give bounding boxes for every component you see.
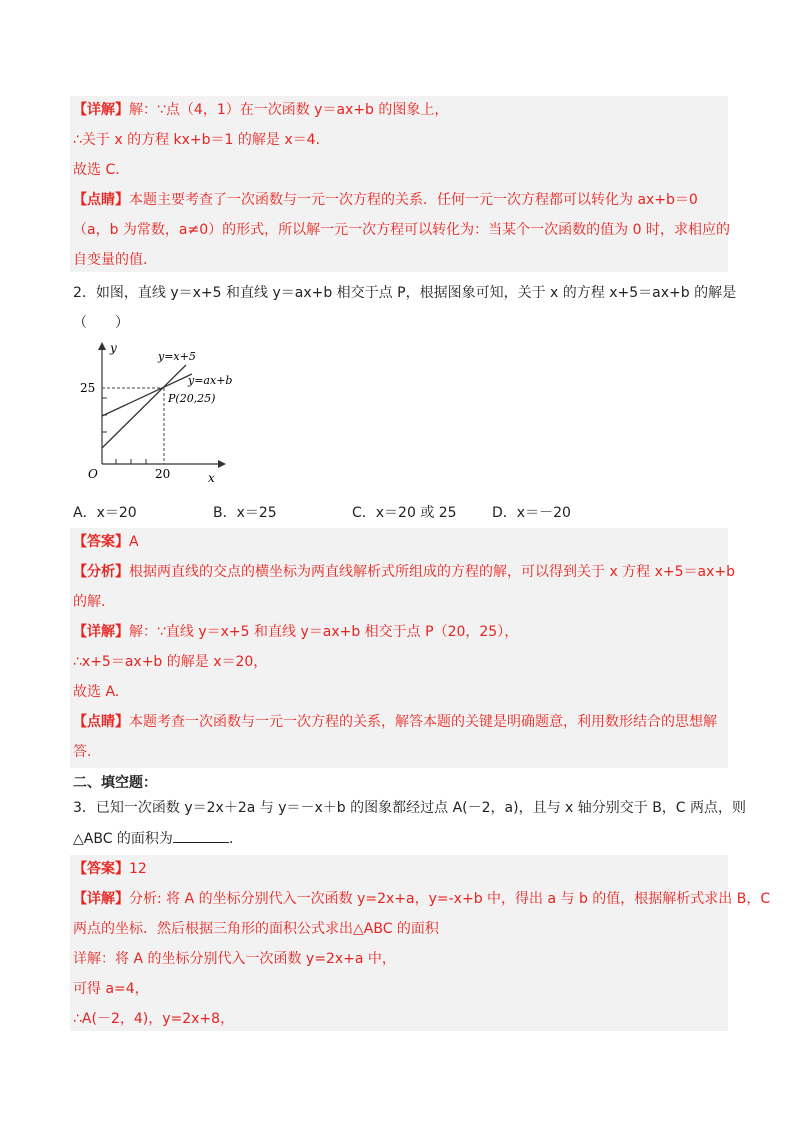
- comment-line: [73, 712, 717, 732]
- answer-tag: 【答案】: [73, 534, 129, 550]
- point-label: P(20,25): [168, 392, 216, 405]
- detail-line-2: ∴x+5＝ax+b 的解是 x＝20，: [73, 654, 268, 670]
- answer-line: [73, 859, 147, 879]
- question-3-stem-2: [73, 828, 233, 849]
- answer-text: 12: [129, 861, 147, 877]
- comment-tag: 【点睛】: [73, 714, 129, 730]
- detail-line-4: 可得 a=4，: [73, 981, 149, 997]
- comment-line-3: 自变量的值.: [73, 252, 148, 268]
- analysis-tag: 【分析】: [73, 564, 129, 580]
- solution-box-1: [70, 96, 728, 272]
- detail-line: [73, 100, 448, 120]
- detail-text: 解：∵点（4，1）在一次函数 y＝ax+b 的图象上，: [129, 102, 449, 118]
- choice-d: D．x＝－20: [492, 505, 571, 521]
- question-3-stem: 3．已知一次函数 y＝2x＋2a 与 y＝－x＋b 的图象都经过点 A(－2，a)，且与 x 轴分别交于 B，C 两点，则: [73, 800, 747, 816]
- answer-text: A: [129, 534, 139, 550]
- comment-line-2: 答.: [73, 744, 92, 760]
- detail-tag: 【详解】: [73, 102, 129, 118]
- line2-label: y=ax+b: [188, 374, 233, 387]
- detail-line: [73, 889, 770, 909]
- x-axis-label: x: [208, 471, 215, 485]
- detail-line: [73, 622, 518, 642]
- analysis-text: 根据两直线的交点的横坐标为两直线解析式所组成的方程的解，可以得到关于 x 方程 x+5＝ax+b: [129, 564, 736, 580]
- tick-label-y: 25: [80, 381, 96, 395]
- detail-text: 分析: 将 A 的坐标分别代入一次函数 y=2x+a，y=-x+b 中，得出 a 与 b 的值，根据解析式求出 B，C: [129, 891, 771, 907]
- detail-text: 解：∵直线 y＝x+5 和直线 y＝ax+b 相交于点 P（20，25），: [129, 624, 519, 640]
- analysis-line: [73, 562, 735, 582]
- y-axis-label: y: [110, 341, 117, 355]
- choice-c: C．x＝20 或 25: [352, 505, 457, 521]
- answer-line: [73, 532, 139, 552]
- detail-tag: 【详解】: [73, 624, 129, 640]
- line-y-equals-x-plus-5: [102, 365, 186, 448]
- answer-blank: [173, 828, 229, 843]
- solution-box-3: [70, 855, 728, 1031]
- comment-line: [73, 190, 698, 210]
- detail-line-3: 详解：将 A 的坐标分别代入一次函数 y=2x+a 中，: [73, 951, 396, 967]
- detail-line-3: 故选 A.: [73, 684, 120, 700]
- detail-line-2: ∴关于 x 的方程 kx+b＝1 的解是 x＝4.: [73, 132, 321, 148]
- comment-line-2: （a，b 为常数，a≠0）的形式，所以解一元一次方程可以转化为：当某个一次函数的值为 0 时，求相应的: [73, 222, 730, 238]
- comment-tag: 【点睛】: [73, 192, 129, 208]
- tick-label-x: 20: [155, 467, 171, 481]
- question-2-paren: （ ）: [73, 315, 129, 331]
- choice-b: B．x＝25: [213, 505, 277, 521]
- question-3-end: .: [228, 831, 234, 847]
- detail-line-5: ∴A(－2，4)，y=2x+8，: [73, 1011, 235, 1027]
- section-heading: 二、填空题：: [73, 775, 157, 791]
- question-2-stem: 2．如图，直线 y＝x+5 和直线 y＝ax+b 相交于点 P，根据图象可知，关于 x 的方程 x+5＝ax+b 的解是: [73, 285, 737, 301]
- line1-label: y=x+5: [158, 350, 196, 363]
- question-2-graph: [80, 340, 240, 490]
- question-3-text: △ABC 的面积为: [73, 831, 173, 847]
- origin-label: O: [88, 467, 98, 481]
- answer-tag: 【答案】: [73, 861, 129, 877]
- analysis-line-2: 的解.: [73, 594, 106, 610]
- comment-text: 本题考查一次函数与一元一次方程的关系，解答本题的关键是明确题意，利用数形结合的思想解: [129, 714, 717, 730]
- detail-line-3: 故选 C.: [73, 162, 120, 178]
- choice-a: A．x＝20: [73, 505, 137, 521]
- comment-text: 本题主要考查了一次函数与一元一次方程的关系．任何一元一次方程都可以转化为 ax+b＝0: [129, 192, 698, 208]
- detail-tag: 【详解】: [73, 891, 129, 907]
- detail-line-2: 两点的坐标．然后根据三角形的面积公式求出△ABC 的面积: [73, 921, 439, 937]
